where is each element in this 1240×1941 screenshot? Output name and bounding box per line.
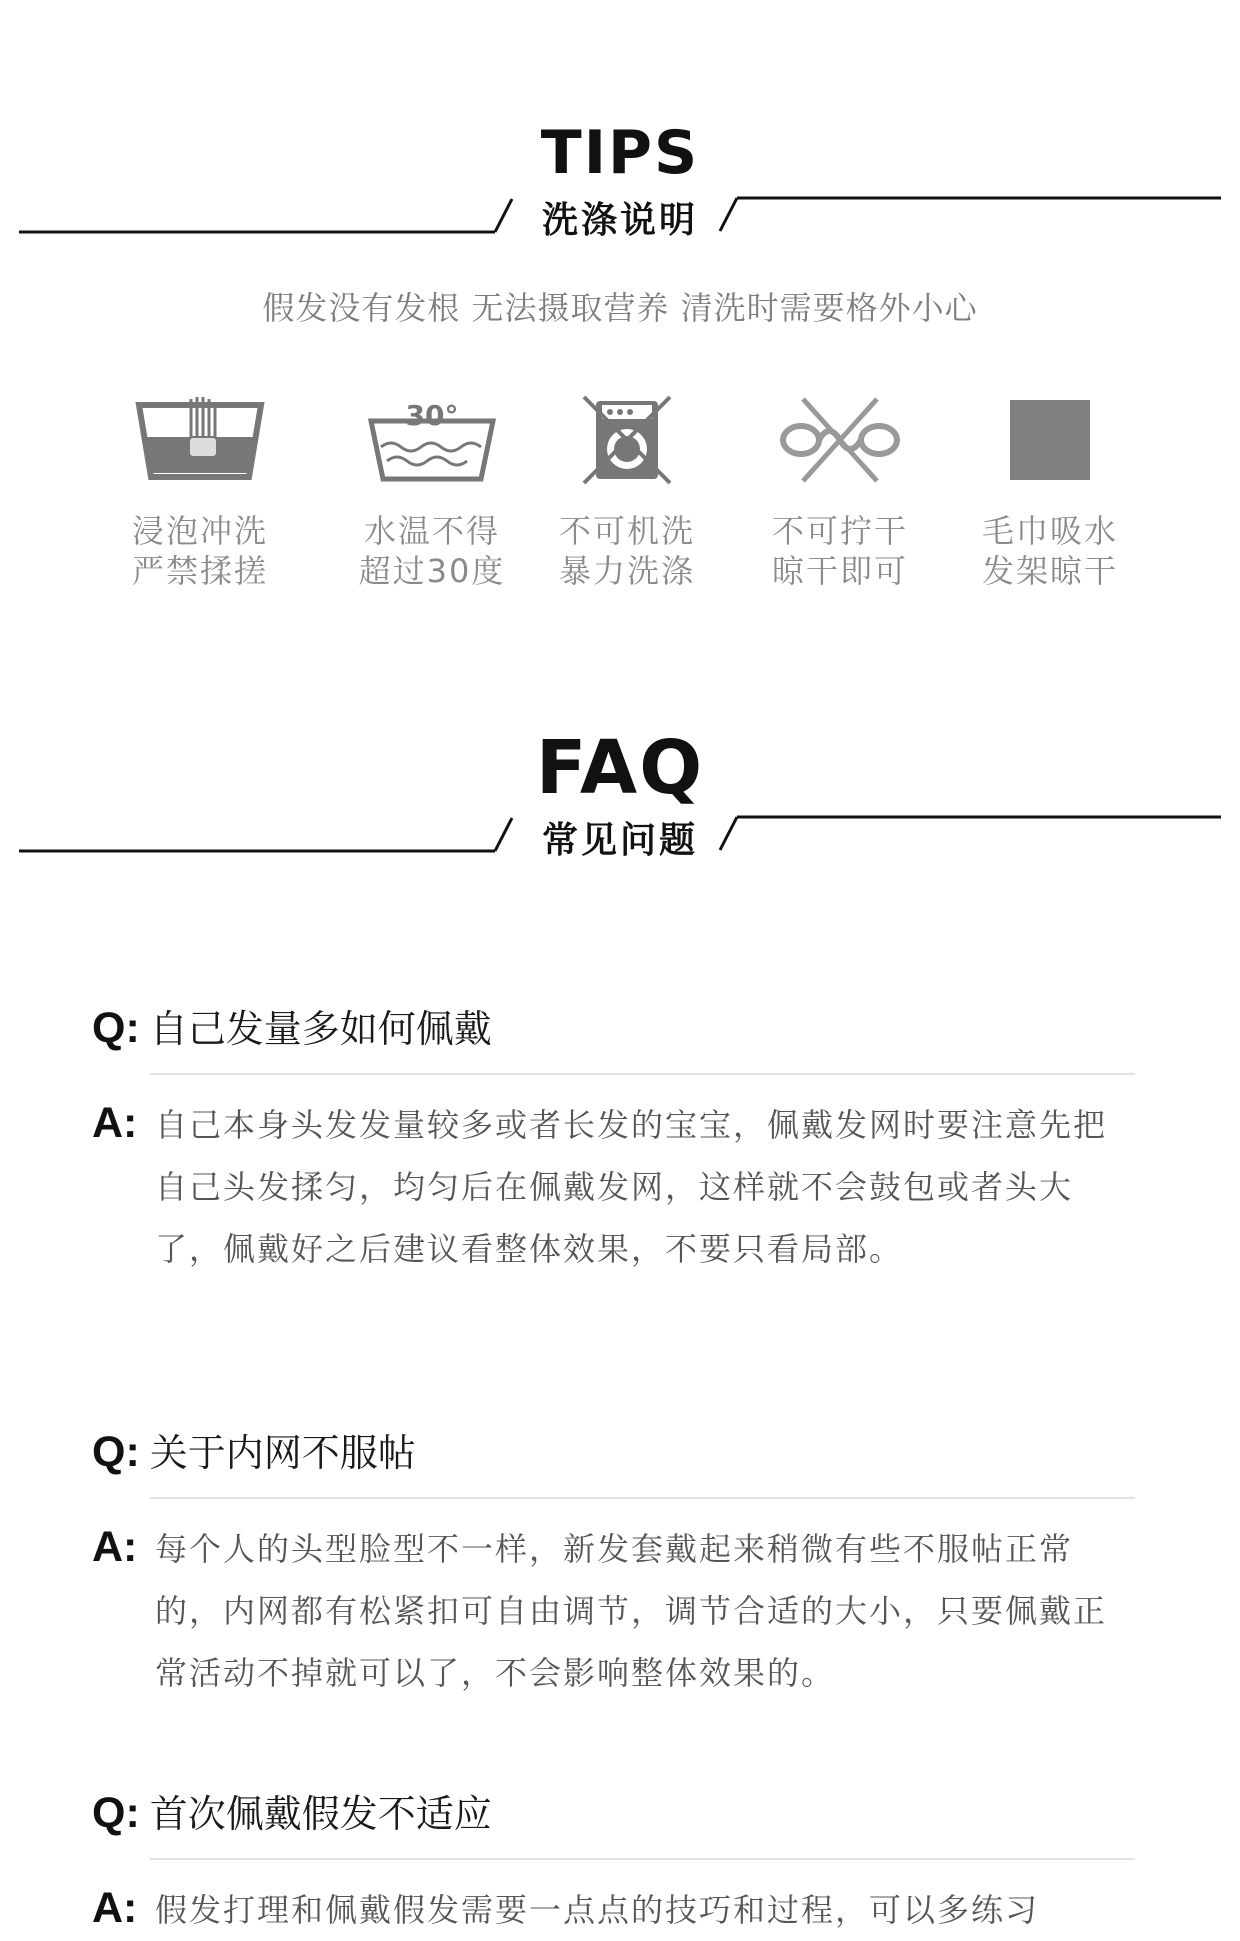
care-label-line1: 毛巾吸水 [981, 512, 1118, 550]
question-prefix: Q: [92, 1789, 140, 1837]
tips-intro: 假发没有发根 无法摄取营养 清洗时需要格外小心 [262, 289, 978, 327]
question-text: 自己发量多如何佩戴 [149, 1007, 492, 1051]
question-text: 关于内网不服帖 [149, 1431, 416, 1475]
question-text: 首次佩戴假发不适应 [149, 1792, 492, 1836]
faq-subtitle: 常见问题 [541, 820, 698, 861]
care-label-line2: 严禁揉搓 [131, 552, 268, 590]
question-prefix: Q: [92, 1004, 140, 1052]
question-prefix: Q: [92, 1428, 140, 1476]
faq-divider [150, 1497, 1135, 1499]
care-label-line1: 不可拧干 [771, 512, 908, 550]
faq-divider [150, 1858, 1135, 1860]
faq-title: FAQ [535, 725, 705, 811]
care-label-line2: 暴力洗涤 [558, 552, 695, 590]
care-label-line2: 超过30度 [358, 552, 506, 590]
wash-temp-text: 30° [405, 399, 459, 432]
care-label-line1: 水温不得 [363, 512, 500, 550]
faq-answer: 假发打理和佩戴假发需要一点点的技巧和过程，可以多练习 [155, 1891, 1040, 1929]
faq-header-divider [0, 0, 1240, 900]
answer-prefix: A: [92, 1099, 138, 1147]
faq-answer: 每个人的头型脸型不一样，新发套戴起来稍微有些不服帖正常的，内网都有松紧扣可自由调节，调节合适的大小，只要佩戴正常活动不掉就可以了，不会影响整体效果的。 [155, 1530, 1108, 1692]
faq-question [92, 1422, 416, 1477]
care-label-line2: 发架晾干 [981, 552, 1118, 590]
faq-answer: 自己本身头发发量较多或者长发的宝宝，佩戴发网时要注意先把自己头发揉匀，均匀后在佩戴发网，这样就不会鼓包或者头大了，佩戴好之后建议看整体效果，不要只看局部。 [155, 1106, 1108, 1268]
faq-question [92, 1783, 492, 1838]
faq-question [92, 998, 492, 1053]
tips-subtitle: 洗涤说明 [541, 200, 698, 241]
tips-title: TIPS [540, 118, 700, 188]
faq-divider [150, 1073, 1135, 1075]
care-label-line2: 晾干即可 [771, 552, 908, 590]
answer-prefix: A: [92, 1884, 138, 1932]
faq-header [0, 0, 1240, 900]
care-label-line1: 不可机洗 [558, 512, 695, 550]
care-label-line1: 浸泡冲洗 [131, 512, 268, 550]
answer-prefix: A: [92, 1523, 138, 1571]
